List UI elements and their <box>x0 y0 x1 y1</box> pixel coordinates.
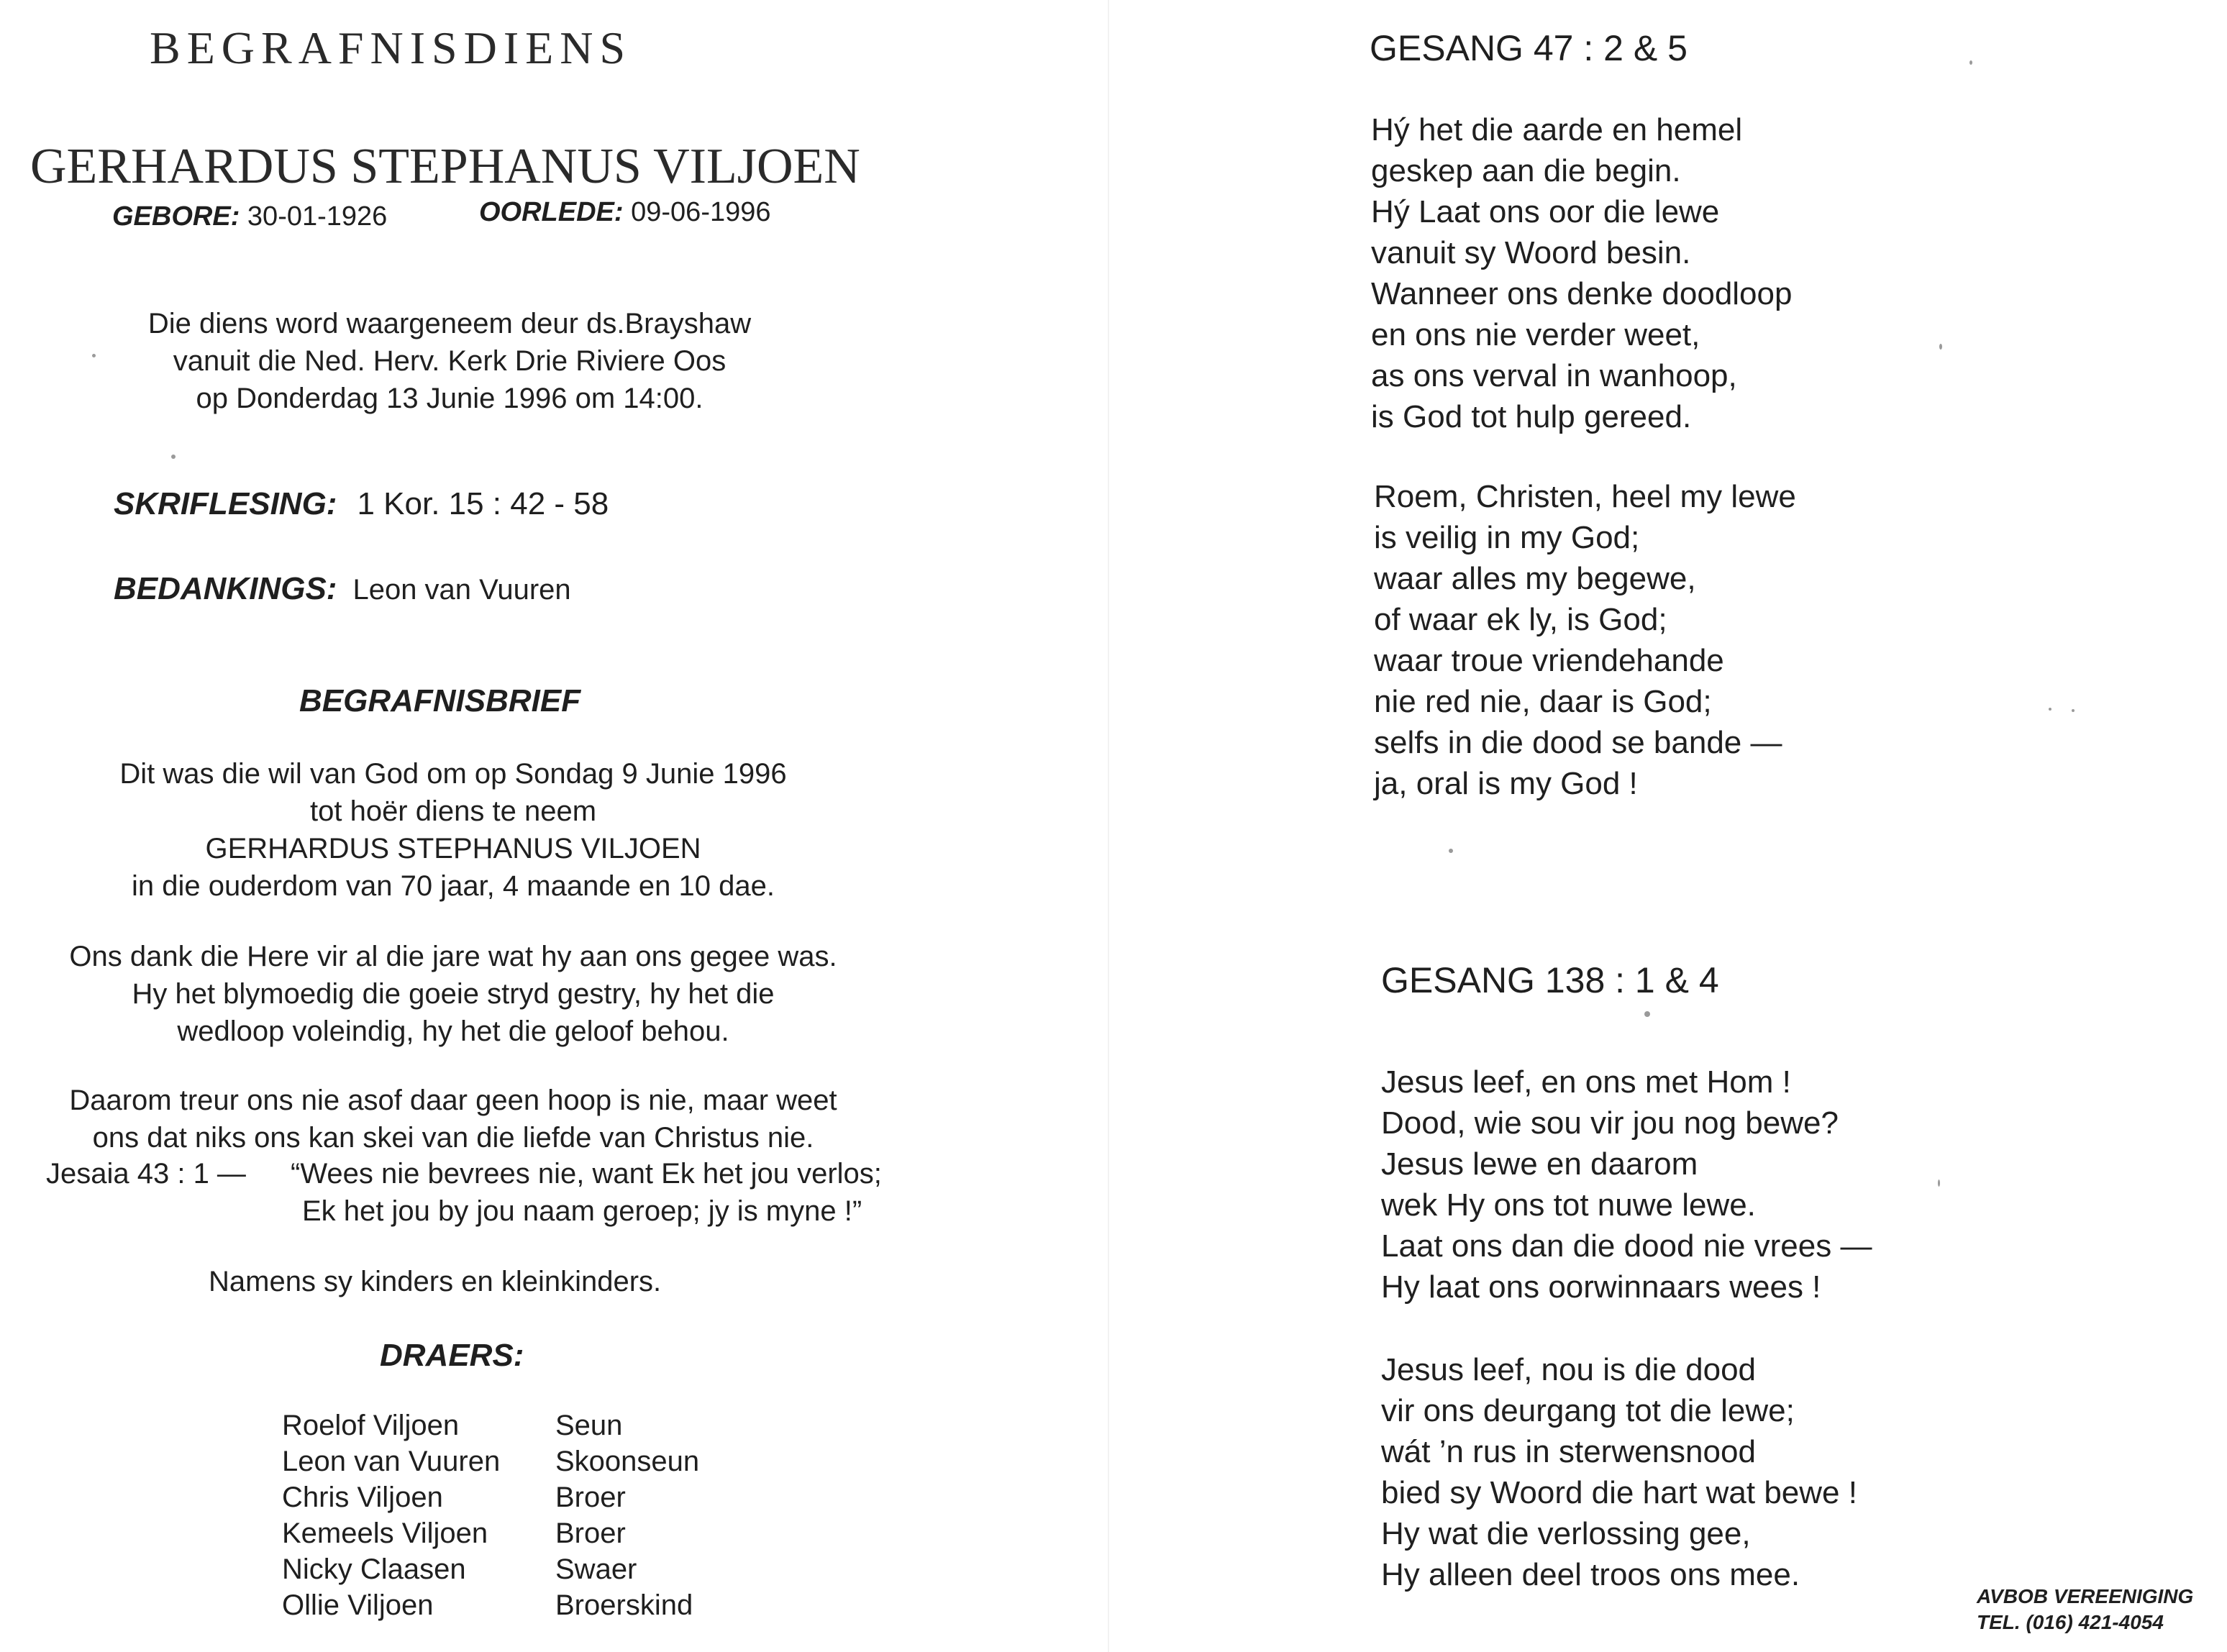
scan-speck <box>1939 344 1942 350</box>
hymn-line: Hý Laat ons oor die lewe <box>1371 194 1720 229</box>
hymn-line: is veilig in my God; <box>1374 520 1640 555</box>
scan-speck <box>2049 708 2051 711</box>
service-line: vanuit die Ned. Herv. Kerk Drie Riviere Oos <box>173 345 727 377</box>
service-info <box>86 305 813 417</box>
birth-date <box>112 201 387 232</box>
bearer-name: Kemeels Viljoen <box>282 1518 488 1549</box>
birth-label: GEBORE: <box>112 201 240 232</box>
hymn-line: ja, oral is my God ! <box>1374 766 1638 801</box>
service-line: Die diens word waargeneem deur ds.Brayshaw <box>147 308 752 339</box>
letter-paragraph-2 <box>22 938 885 1050</box>
bearer-relation: Seun <box>555 1410 623 1441</box>
bearers-list <box>282 1410 699 1625</box>
death-label: OORLEDE: <box>479 197 624 227</box>
bearer-row <box>282 1410 699 1446</box>
hymn-line: Laat ons dan die dood nie vrees — <box>1381 1228 1872 1264</box>
hymn-line: vanuit sy Woord besin. <box>1371 235 1691 270</box>
letter-heading: BEGRAFNISBRIEF <box>299 683 581 718</box>
letter-paragraph-3 <box>22 1082 885 1156</box>
scan-speck <box>92 354 96 357</box>
hymn-line: geskep aan die begin. <box>1371 153 1681 188</box>
hymn-2-title: GESANG 138 : 1 & 4 <box>1381 960 1719 1000</box>
death-date <box>479 197 771 228</box>
letter-line: wedloop voleindig, hy het die geloof behou. <box>177 1016 729 1047</box>
scan-speck <box>1938 1179 1940 1187</box>
hymn-line: Wanneer ons denke doodloop <box>1371 276 1793 311</box>
letter-line: Ons dank die Here vir al die jare wat hy aan ons gegee was. <box>69 941 837 972</box>
bearer-name: Chris Viljoen <box>282 1482 443 1513</box>
reading-value: 1 Kor. 15 : 42 - 58 <box>357 486 609 521</box>
bearer-relation: Skoonseun <box>555 1446 700 1477</box>
hymn-line: Hy alleen deel troos ons mee. <box>1381 1557 1800 1592</box>
hymn-line: waar alles my begewe, <box>1374 561 1696 596</box>
hymn-line: bied sy Woord die hart wat bewe ! <box>1381 1475 1857 1510</box>
deceased-name: GERHARDUS STEPHANUS VILJOEN <box>30 139 860 194</box>
scan-speck <box>171 455 176 459</box>
bearer-row <box>282 1446 699 1482</box>
bearer-name: Roelof Viljoen <box>282 1410 460 1441</box>
scripture-reading <box>114 486 609 522</box>
thanks <box>114 571 571 607</box>
bearer-row <box>282 1518 699 1553</box>
page-fold <box>1108 0 1109 1652</box>
hymn-line: wát ’n rus in sterwensnood <box>1381 1434 1756 1469</box>
service-line: op Donderdag 13 Junie 1996 om 14:00. <box>196 383 703 414</box>
scan-speck <box>1644 1011 1650 1017</box>
bearer-name: Ollie Viljoen <box>282 1589 434 1621</box>
bearer-relation: Broer <box>555 1482 626 1513</box>
letter-line: ons dat niks ons kan skei van die liefde van Christus nie. <box>92 1122 814 1154</box>
scan-speck <box>2072 709 2075 712</box>
funeral-home-phone: TEL. (016) 421-4054 <box>1977 1611 2164 1633</box>
verse-line: Ek het jou by jou naam geroep; jy is myne !” <box>302 1195 862 1227</box>
hymn-1-title: GESANG 47 : 2 & 5 <box>1370 28 1688 68</box>
birth-value: 30-01-1926 <box>247 201 388 232</box>
hymn-line: Hy wat die verlossing gee, <box>1381 1516 1751 1551</box>
hymn-line: Hý het die aarde en hemel <box>1371 112 1743 147</box>
hymn-line: Hy laat ons oorwinnaars wees ! <box>1381 1269 1821 1305</box>
letter-line: tot hoër diens te neem <box>309 795 597 827</box>
letter-line: Dit was die wil van God om op Sondag 9 Junie 1996 <box>119 758 787 790</box>
scan-speck <box>1449 849 1453 853</box>
verse-reference: Jesaia 43 : 1 — <box>46 1158 246 1190</box>
bearer-name: Leon van Vuuren <box>282 1446 501 1477</box>
hymn-1-stanza-2 <box>1374 476 1796 804</box>
hymn-line: waar troue vriendehande <box>1374 643 1724 678</box>
bible-verse <box>46 1155 882 1230</box>
service-heading: BEGRAFNISDIENS <box>150 22 632 73</box>
bearer-row <box>282 1589 699 1625</box>
bearer-relation: Swaer <box>555 1553 637 1585</box>
letter-line: Hy het blymoedig die goeie stryd gestry, hy het die <box>132 978 775 1010</box>
letter-line: Daarom treur ons nie asof daar geen hoop is nie, maar weet <box>69 1085 837 1116</box>
hymn-line: Jesus leef, en ons met Hom ! <box>1381 1064 1791 1100</box>
hymn-line: as ons verval in wanhoop, <box>1371 358 1737 393</box>
bearer-row <box>282 1482 699 1518</box>
bearer-relation: Broerskind <box>555 1589 693 1621</box>
death-value: 09-06-1996 <box>631 197 771 227</box>
hymn-line: Jesus leef, nou is die dood <box>1381 1352 1757 1387</box>
funeral-home-name: AVBOB VEREENIGING <box>1977 1585 2194 1607</box>
family-signoff: Namens sy kinders en kleinkinders. <box>209 1266 662 1297</box>
hymn-line: vir ons deurgang tot die lewe; <box>1381 1393 1795 1428</box>
hymn-line: Roem, Christen, heel my lewe <box>1374 479 1796 514</box>
bearer-relation: Broer <box>555 1518 626 1549</box>
hymn-line: is God tot hulp gereed. <box>1371 399 1692 434</box>
hymn-line: Jesus lewe en daarom <box>1381 1146 1698 1182</box>
hymn-line: selfs in die dood se bande — <box>1374 725 1782 760</box>
bearer-row <box>282 1553 699 1589</box>
letter-line: GERHARDUS STEPHANUS VILJOEN <box>205 833 701 864</box>
bearer-name: Nicky Claasen <box>282 1553 466 1585</box>
hymn-2-stanza-1 <box>1381 1062 1872 1308</box>
bearers-heading: DRAERS: <box>380 1338 524 1373</box>
thanks-value: Leon van Vuuren <box>352 574 571 606</box>
hymn-2-stanza-2 <box>1381 1349 1857 1595</box>
funeral-home-stamp <box>1977 1584 2193 1635</box>
hymn-line: of waar ek ly, is God; <box>1374 602 1667 637</box>
thanks-label: BEDANKINGS: <box>114 571 337 606</box>
hymn-1-stanza-1 <box>1371 109 1792 437</box>
hymn-line: nie red nie, daar is God; <box>1374 684 1712 719</box>
hymn-line: Dood, wie sou vir jou nog bewe? <box>1381 1105 1839 1141</box>
verse-line: “Wees nie bevrees nie, want Ek het jou verlos; <box>291 1158 882 1190</box>
hymn-line: wek Hy ons tot nuwe lewe. <box>1381 1187 1756 1223</box>
letter-line: in die ouderdom van 70 jaar, 4 maande en 10 dae. <box>132 870 775 902</box>
letter-paragraph-1 <box>58 755 849 905</box>
reading-label: SKRIFLESING: <box>114 486 337 521</box>
hymn-line: en ons nie verder weet, <box>1371 317 1700 352</box>
scan-speck <box>1969 60 1972 65</box>
